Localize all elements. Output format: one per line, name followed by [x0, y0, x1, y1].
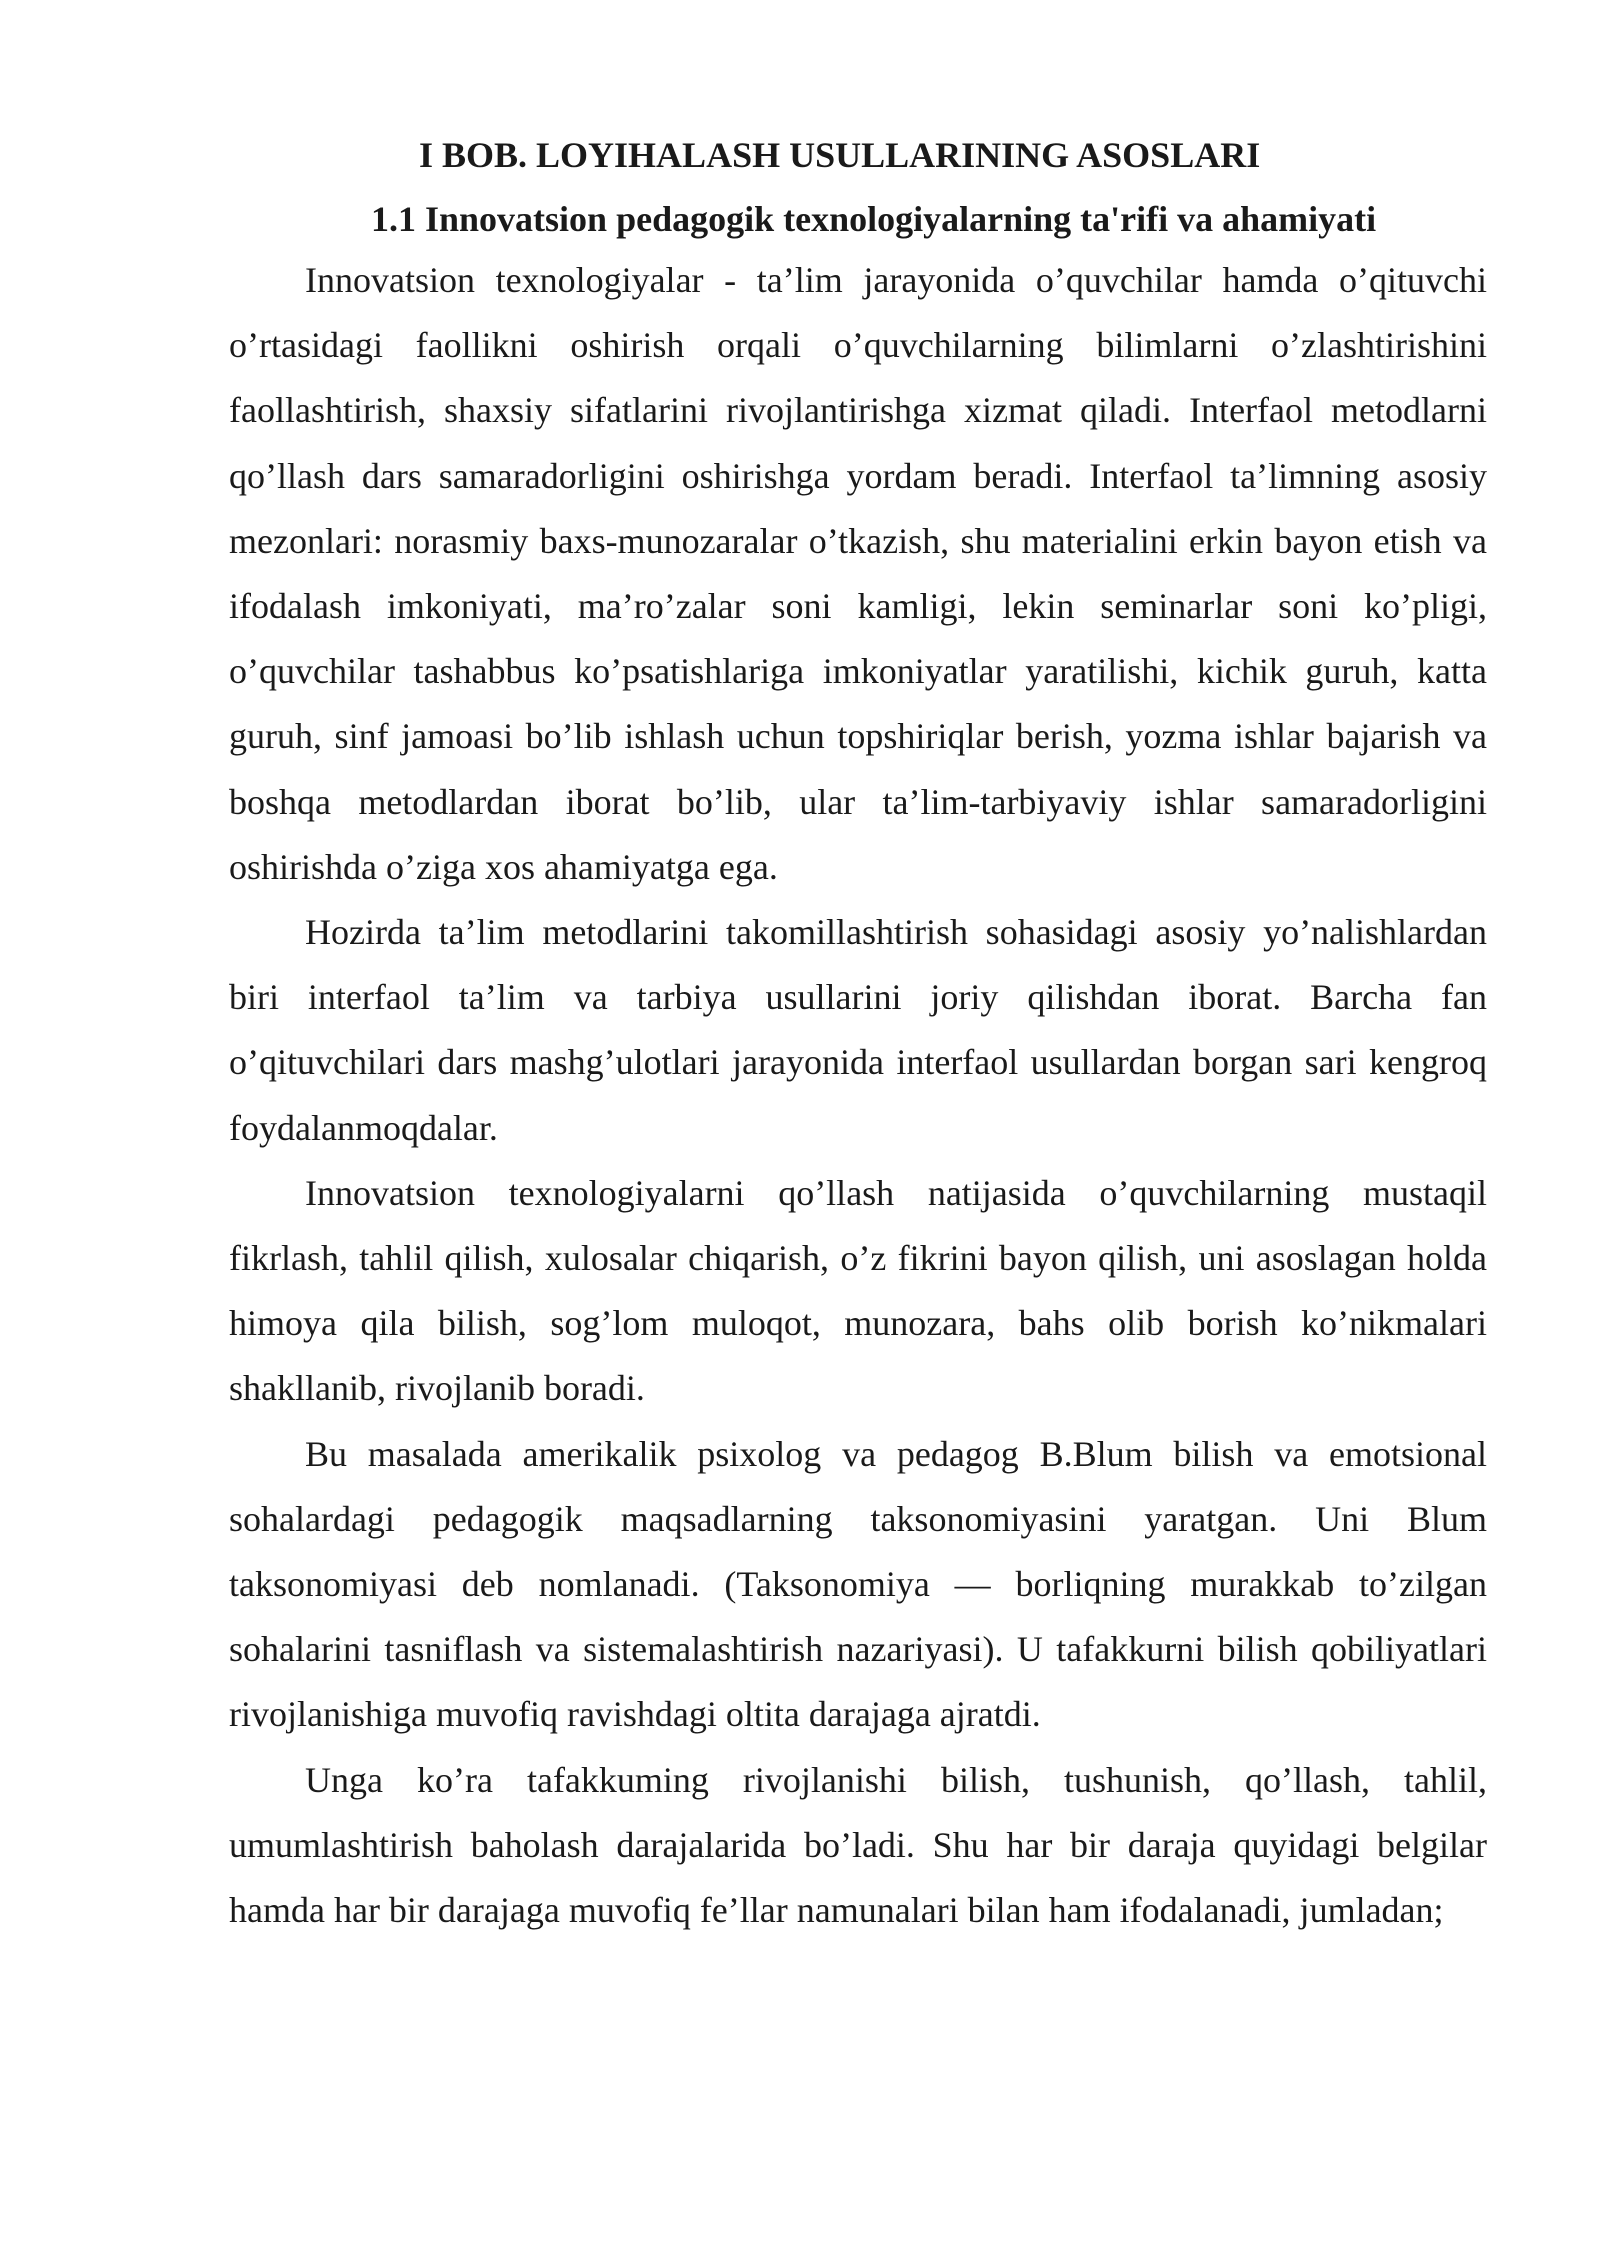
page-content: [229, 130, 1487, 1943]
section-title: 1.1 Innovatsion pedagogik texnologiyalarning ta'rifi va ahamiyati: [371, 199, 1377, 239]
paragraph-1: Innovatsion texnologiyalar - ta’lim jarayonida o’quvchilar hamda o’qituvchi o’rtasidagi faollikni oshirish orqali o’quvchilarning bilimlarni o’zlashtirishini faollashtirish, shaxsiy sifatlarini rivojlantirishga xizmat qiladi. Interfaol metodlarni qo’llash dars samaradorligini oshirishga yordam beradi. Interfaol ta’limning asosiy mezonlari: norasmiy baxs-munozaralar o’tkazish, shu materialini erkin bayon etish va ifodalash imkoniyati, ma’ro’zalar soni kamligi, lekin seminarlar soni ko’pligi, o’quvchilar tashabbus ko’psatishlariga imkoniyatlar yaratilishi, kichik guruh, katta guruh, sinf jamoasi bo’lib ishlash uchun topshiriqlar berish, yozma ishlar bajarish va boshqa metodlardan iborat bo’lib, ular ta’lim-tarbiyaviy ishlar samaradorligini oshirishda o’ziga xos ahamiyatga ega.: [229, 260, 1487, 887]
chapter-title: I BOB. LOYIHALASH USULLARINING ASOSLARI: [419, 135, 1261, 175]
paragraph-5: Unga ko’ra tafakkuming rivojlanishi bilish, tushunish, qo’llash, tahlil, umumlashtirish baholash darajalarida bo’ladi. Shu har bir daraja quyidagi belgilar hamda har bir darajaga muvofiq fe’llar namunalari bilan ham ifodalanadi, jumladan;: [229, 1759, 1487, 1931]
paragraph-3: Innovatsion texnologiyalarni qo’llash natijasida o’quvchilarning mustaqil fikrlash, tahlil qilish, xulosalar chiqarish, o’z fikrini bayon qilish, uni asoslagan holda himoya qila bilish, sog’lom muloqot, munozara, bahs olib borish ko’nikmalari shakllanib, rivojlanib boradi.: [229, 1172, 1487, 1409]
paragraph-2: Hozirda ta’lim metodlarini takomillashtirish sohasidagi asosiy yo’nalishlardan biri interfaol ta’lim va tarbiya usullarini joriy qilishdan iborat. Barcha fan o’qituvchilari dars mashg’ulotlari jarayonida interfaol usullardan borgan sari kengroq foydalanmoqdalar.: [229, 912, 1487, 1148]
paragraph-4: Bu masalada amerikalik psixolog va pedagog B.Blum bilish va emotsional sohalardagi pedagogik maqsadlarning taksonomiyasini yaratgan. Uni Blum taksonomiyasi deb nomlanadi. (Taksonomiya — borliqning murakkab to’zilgan sohalarini tasniflash va sistemalashtirish nazariyasi). U tafakkurni bilish qobiliyatlari rivojlanishiga muvofiq ravishdagi oltita darajaga ajratdi.: [229, 1433, 1487, 1735]
